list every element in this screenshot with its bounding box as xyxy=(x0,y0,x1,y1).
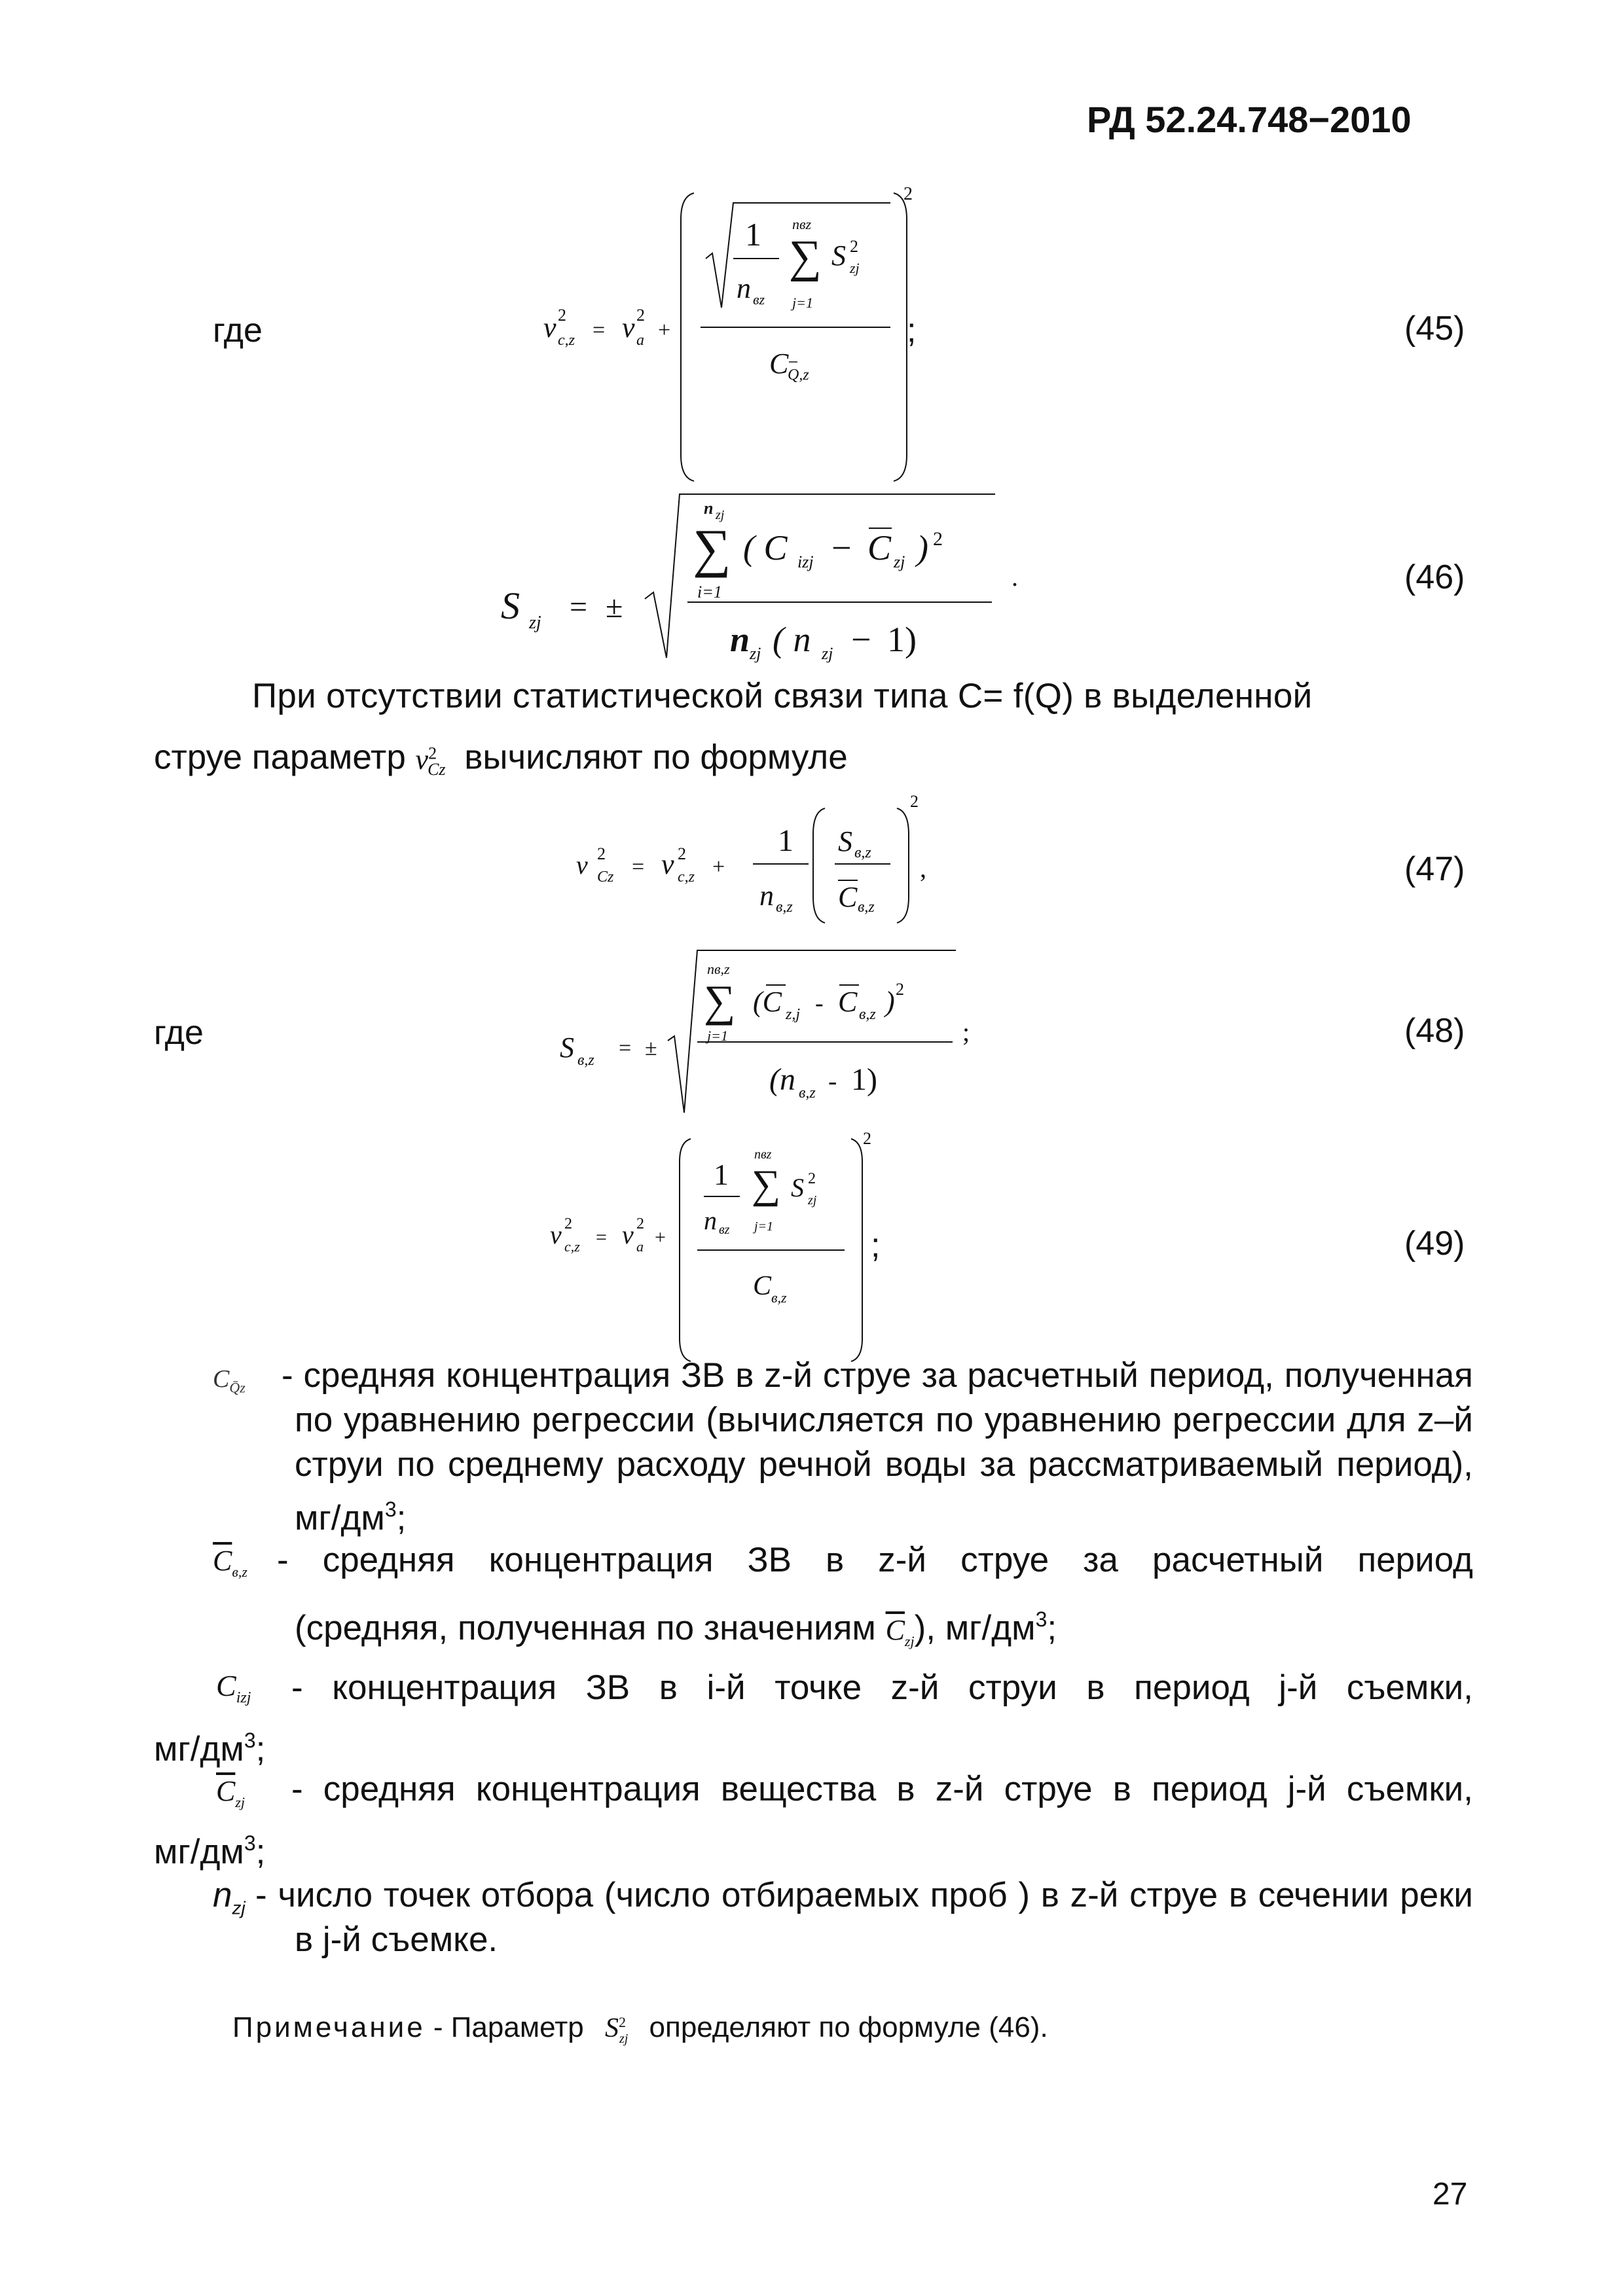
intro-line-1: При отсутствии статистической связи типа C= f(Q) в выделенной xyxy=(252,677,1313,715)
intro-line-2 xyxy=(154,732,848,791)
definition-czj-line1: - средняя концентрация вещества в z-й струе в период j-й съемки, xyxy=(291,1770,1473,1808)
svg-text:в,z: в,z xyxy=(859,1006,876,1023)
note xyxy=(232,2003,1048,2058)
svg-text:вz: вz xyxy=(719,1223,730,1237)
svg-text:zj: zj xyxy=(750,644,761,663)
definition-cvz-sup: 3 xyxy=(1035,1607,1048,1631)
svg-text:j=1: j=1 xyxy=(707,1028,728,1044)
svg-text:c,z: c,z xyxy=(564,1238,580,1255)
svg-text:в,z: в,z xyxy=(771,1289,787,1306)
svg-text:2: 2 xyxy=(896,980,904,999)
definition-cvz-line1: - средняя концентрация ЗВ в z-й струе за расчетный период xyxy=(277,1541,1473,1579)
definition-cizj-unit: мг/дм xyxy=(154,1730,244,1768)
svg-text:∑: ∑ xyxy=(693,518,731,578)
svg-text:j=1: j=1 xyxy=(754,1219,774,1234)
separator-semicolon-49: ; xyxy=(871,1227,881,1265)
definition-czj-sup: 3 xyxy=(244,1831,256,1855)
note-label: Примечание xyxy=(232,2011,426,2043)
definition-cvz-tail: ; xyxy=(1047,1609,1057,1647)
svg-text:в,z: в,z xyxy=(854,844,871,861)
symbol-nzj: $n_{zj}$ xyxy=(213,1876,246,1918)
equation-number-46: (46) xyxy=(1404,558,1465,596)
definition-cqz-sup: 3 xyxy=(384,1498,397,1521)
svg-text:2: 2 xyxy=(863,1129,871,1148)
definition-nzj xyxy=(213,1873,246,1931)
svg-text:C: C xyxy=(838,986,858,1018)
param-v-cz: $v^2_{Cz}$ xyxy=(415,743,446,780)
formula-47 xyxy=(570,789,936,939)
svg-text:v: v xyxy=(550,1220,562,1249)
svg-text:izj: izj xyxy=(797,552,814,571)
svg-text:i=1: i=1 xyxy=(697,583,722,601)
svg-text:1): 1) xyxy=(851,1062,877,1097)
svg-text:∑: ∑ xyxy=(752,1162,781,1207)
svg-text:( C: ( C xyxy=(743,528,788,567)
svg-text:,: , xyxy=(920,853,926,883)
svg-text:nв,z: nв,z xyxy=(707,961,730,977)
svg-text:+: + xyxy=(655,1227,666,1248)
svg-text:+: + xyxy=(658,318,671,342)
svg-text:nвz: nвz xyxy=(754,1147,772,1162)
svg-text:S: S xyxy=(501,584,520,627)
svg-text:2: 2 xyxy=(850,237,858,256)
where-label-2: где xyxy=(154,1014,204,1052)
svg-text:1): 1) xyxy=(887,620,917,659)
svg-text:1: 1 xyxy=(778,823,793,858)
definition-czj-line2 xyxy=(154,1821,265,1874)
svg-text:zj: zj xyxy=(808,1193,817,1208)
svg-text:S: S xyxy=(838,825,852,857)
svg-text:Q,z: Q,z xyxy=(788,367,809,384)
formula-49 xyxy=(543,1119,897,1368)
symbol-czj-def: $\overline{C}_{zj}$ xyxy=(216,1775,246,1810)
definition-cizj xyxy=(216,1662,251,1720)
svg-text:+: + xyxy=(712,855,725,879)
svg-text:2: 2 xyxy=(564,1215,572,1232)
svg-text:v: v xyxy=(543,312,556,344)
where-label: где xyxy=(213,312,263,350)
svg-text:(C: (C xyxy=(753,986,782,1018)
svg-text:2: 2 xyxy=(597,844,606,863)
svg-text:): ) xyxy=(917,528,928,567)
definition-cvz-line2 xyxy=(295,1597,1057,1664)
formula-46 xyxy=(498,488,1034,677)
svg-text:1: 1 xyxy=(745,216,761,253)
note-text-start: - Параметр xyxy=(433,2011,584,2043)
definition-cqz-body: - средняя концентрация ЗВ в z-й струе за расчетный период, полученная по уравнению регрессии (вычисляется по уравнению регрессии для z–й струи по среднему расходу речной воды за рассматриваемый период), мг/дм xyxy=(282,1356,1473,1537)
definition-nzj-text: - число точек отбора (число отбираемых проб ) в z-й струе в сечении реки в j-й съемке. xyxy=(255,1876,1473,1959)
svg-text:S: S xyxy=(831,240,846,272)
svg-text:c,z: c,z xyxy=(678,869,695,886)
svg-text:=: = xyxy=(632,855,645,879)
svg-text:C: C xyxy=(753,1271,772,1301)
svg-text:zj: zj xyxy=(894,552,905,571)
svg-text:n: n xyxy=(737,272,751,304)
svg-text:zj: zj xyxy=(850,260,860,276)
definition-cvz-line2-end: ), мг/дм xyxy=(914,1609,1036,1647)
svg-text:S: S xyxy=(560,1031,574,1064)
svg-text:a: a xyxy=(636,1238,644,1255)
symbol-szj2: $S^2_{zj}$ xyxy=(604,2013,629,2047)
svg-text:∑: ∑ xyxy=(789,232,822,282)
svg-text:n: n xyxy=(759,880,774,912)
svg-text:S: S xyxy=(791,1173,804,1202)
definition-cizj-line2 xyxy=(154,1718,265,1772)
svg-text:j=1: j=1 xyxy=(792,295,813,311)
svg-text:C: C xyxy=(769,348,789,380)
separator-semicolon: ; xyxy=(907,312,917,350)
svg-text:n: n xyxy=(730,620,750,659)
formula-45 xyxy=(537,180,943,494)
definition-czj-tail: ; xyxy=(255,1833,266,1871)
svg-text:±: ± xyxy=(645,1036,657,1060)
definition-cizj-line1: - концентрация ЗВ в i-й точке z-й струи в период j-й съемки, xyxy=(291,1668,1473,1707)
symbol-cvz: $\overline{C}_{в,z}$ xyxy=(213,1545,247,1580)
svg-text:=: = xyxy=(619,1036,632,1060)
svg-text:( n: ( n xyxy=(773,620,811,659)
definition-cqz-tail: ; xyxy=(396,1499,407,1537)
symbol-cizj: $C_{izj}$ xyxy=(216,1669,251,1707)
svg-text:-: - xyxy=(815,990,824,1017)
svg-text:C: C xyxy=(867,528,892,567)
svg-text:∑: ∑ xyxy=(704,976,736,1026)
svg-text:2: 2 xyxy=(903,184,913,204)
svg-text:.: . xyxy=(1012,562,1018,592)
svg-text:-: - xyxy=(828,1066,837,1096)
note-text-end: определяют по формуле (46). xyxy=(649,2011,1048,2043)
svg-text:Cz: Cz xyxy=(597,869,614,886)
svg-text:v: v xyxy=(622,312,635,344)
svg-text:−: − xyxy=(831,528,852,567)
equation-number-45: (45) xyxy=(1404,310,1465,348)
svg-text:(n: (n xyxy=(769,1062,795,1097)
svg-text:zj: zj xyxy=(822,644,833,663)
definition-cvz xyxy=(213,1537,247,1594)
svg-text:2: 2 xyxy=(636,1215,644,1232)
svg-text:C: C xyxy=(838,881,858,913)
svg-text:−: − xyxy=(851,620,871,659)
definition-cizj-tail: ; xyxy=(255,1730,266,1768)
svg-text:v: v xyxy=(576,850,588,880)
svg-text:2: 2 xyxy=(636,306,645,325)
page-number: 27 xyxy=(1432,2177,1468,2212)
svg-text:=: = xyxy=(570,590,588,624)
svg-text:): ) xyxy=(885,986,895,1018)
equation-number-49: (49) xyxy=(1404,1225,1465,1263)
svg-text:2: 2 xyxy=(933,528,943,550)
definition-cizj-sup: 3 xyxy=(244,1729,256,1752)
svg-text:zj: zj xyxy=(716,508,725,522)
svg-text:в,z: в,z xyxy=(799,1085,816,1102)
svg-text:в,z: в,z xyxy=(776,899,793,916)
svg-text:zj: zj xyxy=(529,613,541,633)
svg-text:v: v xyxy=(661,848,674,880)
svg-text:2: 2 xyxy=(558,306,566,325)
symbol-cqz: $C_{Q̄z}$ xyxy=(213,1365,246,1396)
svg-text:2: 2 xyxy=(910,792,919,811)
svg-text:в,z: в,z xyxy=(858,899,875,916)
svg-text:=: = xyxy=(596,1227,607,1248)
svg-text:2: 2 xyxy=(808,1170,816,1187)
symbol-czj: $\overline{C}_{zj}$ xyxy=(885,1614,915,1649)
definition-cvz-line2-start: (средняя, полученная по значениям xyxy=(295,1609,876,1647)
definition-cqz-text xyxy=(282,1354,1473,1541)
svg-text:1: 1 xyxy=(714,1158,729,1191)
svg-text:n: n xyxy=(704,1206,717,1235)
svg-text:z,j: z,j xyxy=(786,1006,801,1023)
svg-text:nвz: nвz xyxy=(792,216,812,232)
equation-number-48: (48) xyxy=(1404,1012,1465,1050)
svg-text:n: n xyxy=(704,499,714,518)
svg-text:;: ; xyxy=(962,1017,970,1047)
intro-line-2-start: струе параметр xyxy=(154,738,406,777)
svg-text:вz: вz xyxy=(753,291,765,308)
svg-text:a: a xyxy=(636,332,644,349)
svg-text:±: ± xyxy=(606,590,623,624)
svg-text:в,z: в,z xyxy=(577,1052,594,1069)
equation-number-47: (47) xyxy=(1404,850,1465,888)
svg-text:=: = xyxy=(593,318,606,342)
intro-line-2-end: вычисляют по формуле xyxy=(464,738,848,777)
definition-czj-unit: мг/дм xyxy=(154,1833,244,1871)
svg-text:v: v xyxy=(622,1220,634,1249)
definition-czj xyxy=(216,1767,245,1825)
svg-text:c,z: c,z xyxy=(558,332,575,349)
document-code: РД 52.24.748−2010 xyxy=(1087,99,1412,140)
formula-48 xyxy=(550,942,982,1119)
svg-text:2: 2 xyxy=(678,844,686,863)
